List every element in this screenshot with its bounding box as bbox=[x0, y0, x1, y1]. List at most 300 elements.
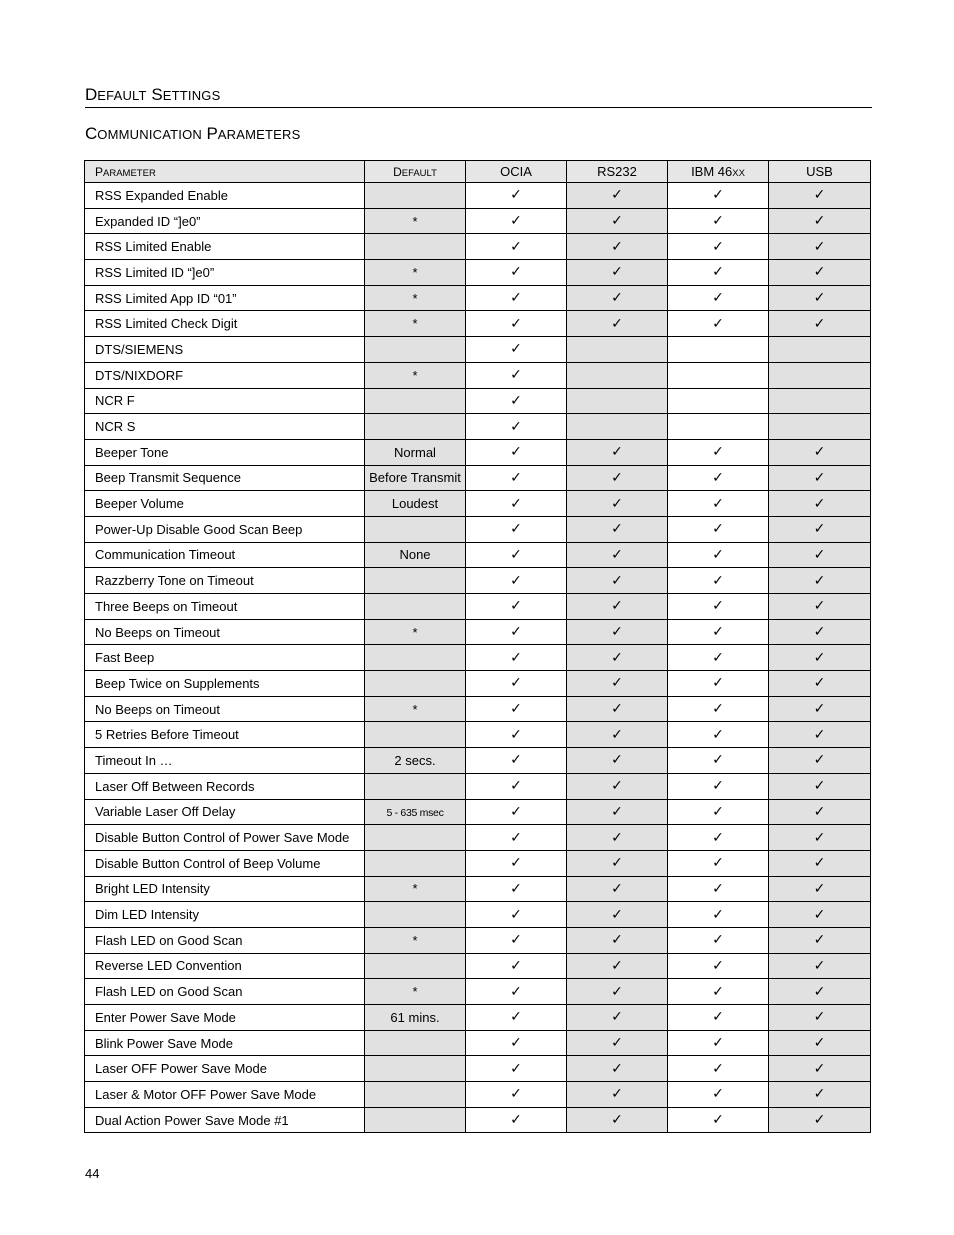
checkmark-icon: ✓ bbox=[813, 1060, 826, 1077]
checkmark-icon: ✓ bbox=[813, 906, 826, 923]
table-row bbox=[85, 799, 871, 825]
ibm-support-cell bbox=[668, 516, 769, 542]
table-row bbox=[85, 208, 871, 234]
checkmark-icon: ✓ bbox=[813, 1035, 826, 1052]
checkmark-icon: ✓ bbox=[611, 521, 623, 538]
default-value-cell bbox=[365, 722, 466, 748]
table-body bbox=[85, 183, 871, 1133]
usb-support-cell bbox=[769, 439, 871, 465]
usb-support-cell bbox=[769, 337, 871, 363]
checkmark-icon: ✓ bbox=[712, 701, 724, 718]
checkmark-icon: ✓ bbox=[510, 469, 522, 486]
checkmark-icon: ✓ bbox=[712, 649, 724, 666]
checkmark-icon: ✓ bbox=[611, 752, 623, 769]
checkmark-icon: ✓ bbox=[510, 418, 522, 435]
ibm-support-cell bbox=[668, 619, 769, 645]
checkmark-icon: ✓ bbox=[510, 367, 522, 384]
ocia-support-cell bbox=[466, 696, 567, 722]
usb-support-cell bbox=[769, 388, 871, 414]
default-value-cell bbox=[365, 311, 466, 337]
rs232-support-cell bbox=[567, 337, 668, 363]
ocia-support-cell bbox=[466, 542, 567, 568]
default-value: Normal bbox=[394, 444, 436, 460]
usb-support-cell bbox=[769, 722, 871, 748]
parameter-name-cell: RSS Limited Check Digit bbox=[85, 311, 365, 337]
ibm-support-cell bbox=[668, 285, 769, 311]
ocia-support-cell bbox=[466, 285, 567, 311]
parameter-name-cell: RSS Limited ID “]e0” bbox=[85, 260, 365, 286]
checkmark-icon: ✓ bbox=[611, 778, 623, 795]
default-value: Before Transmit bbox=[369, 470, 461, 486]
checkmark-icon: ✓ bbox=[510, 213, 522, 230]
checkmark-icon: ✓ bbox=[611, 572, 623, 589]
table-row bbox=[85, 260, 871, 286]
usb-support-cell bbox=[769, 799, 871, 825]
ibm-support-cell bbox=[668, 491, 769, 517]
checkmark-icon: ✓ bbox=[813, 701, 826, 718]
checkmark-icon: ✓ bbox=[611, 187, 623, 204]
table-row bbox=[85, 722, 871, 748]
rs232-support-cell bbox=[567, 516, 668, 542]
checkmark-icon: ✓ bbox=[510, 957, 522, 974]
checkmark-icon: ✓ bbox=[611, 315, 623, 332]
usb-support-cell bbox=[769, 208, 871, 234]
default-value-cell bbox=[365, 414, 466, 440]
default-value-cell bbox=[365, 1030, 466, 1056]
checkmark-icon: ✓ bbox=[712, 264, 724, 281]
default-value: 5 - 635 msec bbox=[386, 807, 444, 820]
rs232-support-cell bbox=[567, 825, 668, 851]
checkmark-icon: ✓ bbox=[510, 752, 522, 769]
parameter-name-cell: Flash LED on Good Scan bbox=[85, 979, 365, 1005]
checkmark-icon: ✓ bbox=[611, 444, 623, 461]
checkmark-icon: ✓ bbox=[510, 983, 522, 1000]
default-value-cell bbox=[365, 568, 466, 594]
checkmark-icon: ✓ bbox=[611, 649, 623, 666]
default-value: * bbox=[412, 932, 418, 948]
checkmark-icon: ✓ bbox=[611, 469, 623, 486]
default-value: * bbox=[412, 290, 418, 306]
checkmark-icon: ✓ bbox=[510, 624, 522, 641]
default-value-cell bbox=[365, 208, 466, 234]
checkmark-icon: ✓ bbox=[510, 444, 522, 461]
section-title-rest-2: ETTINGS bbox=[162, 88, 221, 103]
checkmark-icon: ✓ bbox=[813, 726, 826, 743]
rs232-support-cell bbox=[567, 619, 668, 645]
checkmark-icon: ✓ bbox=[712, 598, 724, 615]
parameter-name-cell: Fast Beep bbox=[85, 645, 365, 671]
default-value: * bbox=[412, 367, 418, 383]
checkmark-icon: ✓ bbox=[712, 290, 724, 307]
checkmark-icon: ✓ bbox=[712, 1035, 724, 1052]
parameter-name-cell: Power-Up Disable Good Scan Beep bbox=[85, 516, 365, 542]
default-value: * bbox=[412, 984, 418, 1000]
checkmark-icon: ✓ bbox=[712, 983, 724, 1000]
ibm-support-cell bbox=[668, 465, 769, 491]
section-title-initial-1: D bbox=[85, 85, 98, 104]
ocia-support-cell bbox=[466, 799, 567, 825]
ibm-support-cell bbox=[668, 645, 769, 671]
header-ibm46xx bbox=[668, 161, 769, 183]
usb-support-cell bbox=[769, 491, 871, 517]
rs232-support-cell bbox=[567, 748, 668, 774]
ocia-support-cell bbox=[466, 953, 567, 979]
default-value-cell bbox=[365, 876, 466, 902]
parameter-name-cell: Variable Laser Off Delay bbox=[85, 799, 365, 825]
ocia-support-cell bbox=[466, 516, 567, 542]
checkmark-icon: ✓ bbox=[712, 1009, 724, 1026]
rs232-support-cell bbox=[567, 362, 668, 388]
ibm-support-cell bbox=[668, 1056, 769, 1082]
usb-support-cell bbox=[769, 234, 871, 260]
checkmark-icon: ✓ bbox=[510, 1060, 522, 1077]
parameter-name-cell: Expanded ID “]e0” bbox=[85, 208, 365, 234]
checkmark-icon: ✓ bbox=[813, 855, 826, 872]
default-value-cell bbox=[365, 825, 466, 851]
checkmark-icon: ✓ bbox=[510, 187, 522, 204]
ibm-support-cell bbox=[668, 825, 769, 851]
ibm-support-cell bbox=[668, 850, 769, 876]
ocia-support-cell bbox=[466, 594, 567, 620]
parameter-name-cell: NCR S bbox=[85, 414, 365, 440]
default-value-cell bbox=[365, 979, 466, 1005]
ocia-support-cell bbox=[466, 439, 567, 465]
ocia-support-cell bbox=[466, 491, 567, 517]
parameter-name-cell: Blink Power Save Mode bbox=[85, 1030, 365, 1056]
ocia-support-cell bbox=[466, 183, 567, 209]
checkmark-icon: ✓ bbox=[712, 855, 724, 872]
rs232-support-cell bbox=[567, 491, 668, 517]
checkmark-icon: ✓ bbox=[712, 803, 724, 820]
ibm-support-cell bbox=[668, 260, 769, 286]
parameter-name-cell: RSS Expanded Enable bbox=[85, 183, 365, 209]
ocia-support-cell bbox=[466, 568, 567, 594]
usb-support-cell bbox=[769, 748, 871, 774]
checkmark-icon: ✓ bbox=[611, 932, 623, 949]
checkmark-icon: ✓ bbox=[611, 906, 623, 923]
header-default-initial: D bbox=[393, 165, 402, 179]
default-value-cell bbox=[365, 953, 466, 979]
usb-support-cell bbox=[769, 1056, 871, 1082]
checkmark-icon: ✓ bbox=[813, 238, 826, 255]
rs232-support-cell bbox=[567, 568, 668, 594]
ocia-support-cell bbox=[466, 645, 567, 671]
checkmark-icon: ✓ bbox=[510, 778, 522, 795]
usb-support-cell bbox=[769, 414, 871, 440]
ocia-support-cell bbox=[466, 414, 567, 440]
parameter-name-cell: Enter Power Save Mode bbox=[85, 1005, 365, 1031]
page-number: 44 bbox=[85, 1166, 100, 1181]
parameter-name-cell: Dim LED Intensity bbox=[85, 902, 365, 928]
ibm-support-cell bbox=[668, 337, 769, 363]
rs232-support-cell bbox=[567, 285, 668, 311]
default-value-cell bbox=[365, 645, 466, 671]
header-parameter bbox=[85, 161, 365, 183]
checkmark-icon: ✓ bbox=[510, 546, 522, 563]
default-value-cell bbox=[365, 1005, 466, 1031]
default-value-cell bbox=[365, 594, 466, 620]
checkmark-icon: ✓ bbox=[510, 495, 522, 512]
ibm-support-cell bbox=[668, 722, 769, 748]
checkmark-icon: ✓ bbox=[712, 187, 724, 204]
usb-support-cell bbox=[769, 696, 871, 722]
parameter-name-cell: Timeout In … bbox=[85, 748, 365, 774]
checkmark-icon: ✓ bbox=[611, 1060, 623, 1077]
checkmark-icon: ✓ bbox=[510, 572, 522, 589]
checkmark-icon: ✓ bbox=[712, 1086, 724, 1103]
checkmark-icon: ✓ bbox=[611, 957, 623, 974]
checkmark-icon: ✓ bbox=[611, 675, 623, 692]
ocia-support-cell bbox=[466, 1082, 567, 1108]
checkmark-icon: ✓ bbox=[712, 444, 724, 461]
ibm-support-cell bbox=[668, 542, 769, 568]
ibm-support-cell bbox=[668, 696, 769, 722]
ocia-support-cell bbox=[466, 465, 567, 491]
default-value-cell bbox=[365, 773, 466, 799]
communication-parameters-table bbox=[84, 160, 871, 1133]
table-row bbox=[85, 748, 871, 774]
rs232-support-cell bbox=[567, 542, 668, 568]
checkmark-icon: ✓ bbox=[813, 469, 826, 486]
header-usb: USB bbox=[769, 161, 871, 183]
checkmark-icon: ✓ bbox=[510, 392, 522, 409]
usb-support-cell bbox=[769, 619, 871, 645]
checkmark-icon: ✓ bbox=[510, 906, 522, 923]
rs232-support-cell bbox=[567, 260, 668, 286]
default-value-cell bbox=[365, 260, 466, 286]
checkmark-icon: ✓ bbox=[712, 315, 724, 332]
checkmark-icon: ✓ bbox=[712, 752, 724, 769]
ibm-support-cell bbox=[668, 953, 769, 979]
ocia-support-cell bbox=[466, 979, 567, 1005]
checkmark-icon: ✓ bbox=[611, 495, 623, 512]
table-row bbox=[85, 696, 871, 722]
checkmark-icon: ✓ bbox=[712, 675, 724, 692]
parameter-name-cell: Bright LED Intensity bbox=[85, 876, 365, 902]
checkmark-icon: ✓ bbox=[510, 598, 522, 615]
checkmark-icon: ✓ bbox=[611, 546, 623, 563]
checkmark-icon: ✓ bbox=[813, 675, 826, 692]
ocia-support-cell bbox=[466, 927, 567, 953]
checkmark-icon: ✓ bbox=[611, 701, 623, 718]
usb-support-cell bbox=[769, 773, 871, 799]
default-value-cell bbox=[365, 491, 466, 517]
checkmark-icon: ✓ bbox=[510, 829, 522, 846]
header-ibm-main: IBM 46 bbox=[691, 164, 733, 179]
checkmark-icon: ✓ bbox=[611, 803, 623, 820]
header-rs232: RS232 bbox=[567, 161, 668, 183]
checkmark-icon: ✓ bbox=[510, 290, 522, 307]
usb-support-cell bbox=[769, 516, 871, 542]
default-value-cell bbox=[365, 850, 466, 876]
parameter-name-cell: DTS/NIXDORF bbox=[85, 362, 365, 388]
checkmark-icon: ✓ bbox=[712, 521, 724, 538]
checkmark-icon: ✓ bbox=[611, 829, 623, 846]
table-row bbox=[85, 927, 871, 953]
checkmark-icon: ✓ bbox=[611, 1112, 623, 1129]
checkmark-icon: ✓ bbox=[813, 624, 826, 641]
rs232-support-cell bbox=[567, 773, 668, 799]
parameter-name-cell: Reverse LED Convention bbox=[85, 953, 365, 979]
checkmark-icon: ✓ bbox=[813, 932, 826, 949]
table-row bbox=[85, 465, 871, 491]
checkmark-icon: ✓ bbox=[611, 264, 623, 281]
usb-support-cell bbox=[769, 1005, 871, 1031]
checkmark-icon: ✓ bbox=[813, 264, 826, 281]
rs232-support-cell bbox=[567, 850, 668, 876]
checkmark-icon: ✓ bbox=[712, 624, 724, 641]
subsection-title-rest-2: ARAMETERS bbox=[217, 127, 301, 142]
table-row bbox=[85, 516, 871, 542]
checkmark-icon: ✓ bbox=[611, 290, 623, 307]
rs232-support-cell bbox=[567, 594, 668, 620]
checkmark-icon: ✓ bbox=[611, 1035, 623, 1052]
ocia-support-cell bbox=[466, 876, 567, 902]
checkmark-icon: ✓ bbox=[813, 598, 826, 615]
usb-support-cell bbox=[769, 465, 871, 491]
checkmark-icon: ✓ bbox=[510, 932, 522, 949]
table-row bbox=[85, 183, 871, 209]
usb-support-cell bbox=[769, 285, 871, 311]
checkmark-icon: ✓ bbox=[510, 341, 522, 358]
rs232-support-cell bbox=[567, 953, 668, 979]
usb-support-cell bbox=[769, 1030, 871, 1056]
checkmark-icon: ✓ bbox=[510, 521, 522, 538]
usb-support-cell bbox=[769, 671, 871, 697]
parameter-name-cell: No Beeps on Timeout bbox=[85, 619, 365, 645]
checkmark-icon: ✓ bbox=[712, 932, 724, 949]
checkmark-icon: ✓ bbox=[510, 1112, 522, 1129]
table-row bbox=[85, 491, 871, 517]
table-row bbox=[85, 645, 871, 671]
ibm-support-cell bbox=[668, 773, 769, 799]
default-value: 2 secs. bbox=[394, 752, 436, 768]
checkmark-icon: ✓ bbox=[813, 290, 826, 307]
usb-support-cell bbox=[769, 953, 871, 979]
ocia-support-cell bbox=[466, 311, 567, 337]
table-row bbox=[85, 234, 871, 260]
checkmark-icon: ✓ bbox=[611, 726, 623, 743]
checkmark-icon: ✓ bbox=[712, 1112, 724, 1129]
usb-support-cell bbox=[769, 260, 871, 286]
default-value: * bbox=[412, 881, 418, 897]
table-row bbox=[85, 594, 871, 620]
default-value-cell bbox=[365, 465, 466, 491]
table-row bbox=[85, 388, 871, 414]
rs232-support-cell bbox=[567, 799, 668, 825]
ocia-support-cell bbox=[466, 234, 567, 260]
parameter-name-cell: Beep Twice on Supplements bbox=[85, 671, 365, 697]
checkmark-icon: ✓ bbox=[510, 1035, 522, 1052]
rs232-support-cell bbox=[567, 696, 668, 722]
checkmark-icon: ✓ bbox=[813, 1009, 826, 1026]
parameter-name-cell: Beep Transmit Sequence bbox=[85, 465, 365, 491]
checkmark-icon: ✓ bbox=[712, 238, 724, 255]
subsection-title bbox=[85, 124, 301, 144]
parameter-name-cell: Razzberry Tone on Timeout bbox=[85, 568, 365, 594]
ibm-support-cell bbox=[668, 1005, 769, 1031]
default-value-cell bbox=[365, 696, 466, 722]
table-row bbox=[85, 825, 871, 851]
header-default bbox=[365, 161, 466, 183]
checkmark-icon: ✓ bbox=[813, 495, 826, 512]
ocia-support-cell bbox=[466, 902, 567, 928]
checkmark-icon: ✓ bbox=[611, 1086, 623, 1103]
ibm-support-cell bbox=[668, 234, 769, 260]
parameter-name-cell: RSS Limited Enable bbox=[85, 234, 365, 260]
parameter-name-cell: Dual Action Power Save Mode #1 bbox=[85, 1107, 365, 1133]
ibm-support-cell bbox=[668, 311, 769, 337]
section-title-initial-2: S bbox=[151, 85, 163, 104]
ibm-support-cell bbox=[668, 876, 769, 902]
parameter-name-cell: Disable Button Control of Power Save Mode bbox=[85, 825, 365, 851]
rs232-support-cell bbox=[567, 414, 668, 440]
ibm-support-cell bbox=[668, 1082, 769, 1108]
ocia-support-cell bbox=[466, 388, 567, 414]
checkmark-icon: ✓ bbox=[611, 624, 623, 641]
checkmark-icon: ✓ bbox=[813, 1086, 826, 1103]
checkmark-icon: ✓ bbox=[813, 829, 826, 846]
default-value-cell bbox=[365, 1082, 466, 1108]
ocia-support-cell bbox=[466, 1056, 567, 1082]
ocia-support-cell bbox=[466, 260, 567, 286]
usb-support-cell bbox=[769, 850, 871, 876]
usb-support-cell bbox=[769, 594, 871, 620]
parameter-name-cell: Beeper Volume bbox=[85, 491, 365, 517]
checkmark-icon: ✓ bbox=[611, 983, 623, 1000]
table-row bbox=[85, 1082, 871, 1108]
checkmark-icon: ✓ bbox=[712, 726, 724, 743]
usb-support-cell bbox=[769, 902, 871, 928]
checkmark-icon: ✓ bbox=[510, 803, 522, 820]
ibm-support-cell bbox=[668, 414, 769, 440]
table-row bbox=[85, 979, 871, 1005]
checkmark-icon: ✓ bbox=[813, 957, 826, 974]
checkmark-icon: ✓ bbox=[813, 649, 826, 666]
table-row bbox=[85, 414, 871, 440]
checkmark-icon: ✓ bbox=[510, 726, 522, 743]
parameter-name-cell: Disable Button Control of Beep Volume bbox=[85, 850, 365, 876]
usb-support-cell bbox=[769, 979, 871, 1005]
table-row bbox=[85, 902, 871, 928]
rs232-support-cell bbox=[567, 671, 668, 697]
rs232-support-cell bbox=[567, 311, 668, 337]
ocia-support-cell bbox=[466, 722, 567, 748]
checkmark-icon: ✓ bbox=[813, 213, 826, 230]
default-value-cell bbox=[365, 619, 466, 645]
checkmark-icon: ✓ bbox=[813, 880, 826, 897]
usb-support-cell bbox=[769, 1107, 871, 1133]
parameter-name-cell: NCR F bbox=[85, 388, 365, 414]
default-value-cell bbox=[365, 1056, 466, 1082]
rs232-support-cell bbox=[567, 927, 668, 953]
checkmark-icon: ✓ bbox=[510, 701, 522, 718]
ibm-support-cell bbox=[668, 183, 769, 209]
default-value-cell bbox=[365, 337, 466, 363]
subsection-title-rest-1: OMMUNICATION bbox=[97, 127, 202, 142]
checkmark-icon: ✓ bbox=[611, 238, 623, 255]
checkmark-icon: ✓ bbox=[510, 675, 522, 692]
checkmark-icon: ✓ bbox=[813, 1112, 826, 1129]
ibm-support-cell bbox=[668, 927, 769, 953]
table-row bbox=[85, 773, 871, 799]
checkmark-icon: ✓ bbox=[510, 1009, 522, 1026]
parameter-name-cell: Three Beeps on Timeout bbox=[85, 594, 365, 620]
table-row bbox=[85, 1005, 871, 1031]
checkmark-icon: ✓ bbox=[712, 495, 724, 512]
default-value: * bbox=[412, 213, 418, 229]
checkmark-icon: ✓ bbox=[510, 264, 522, 281]
